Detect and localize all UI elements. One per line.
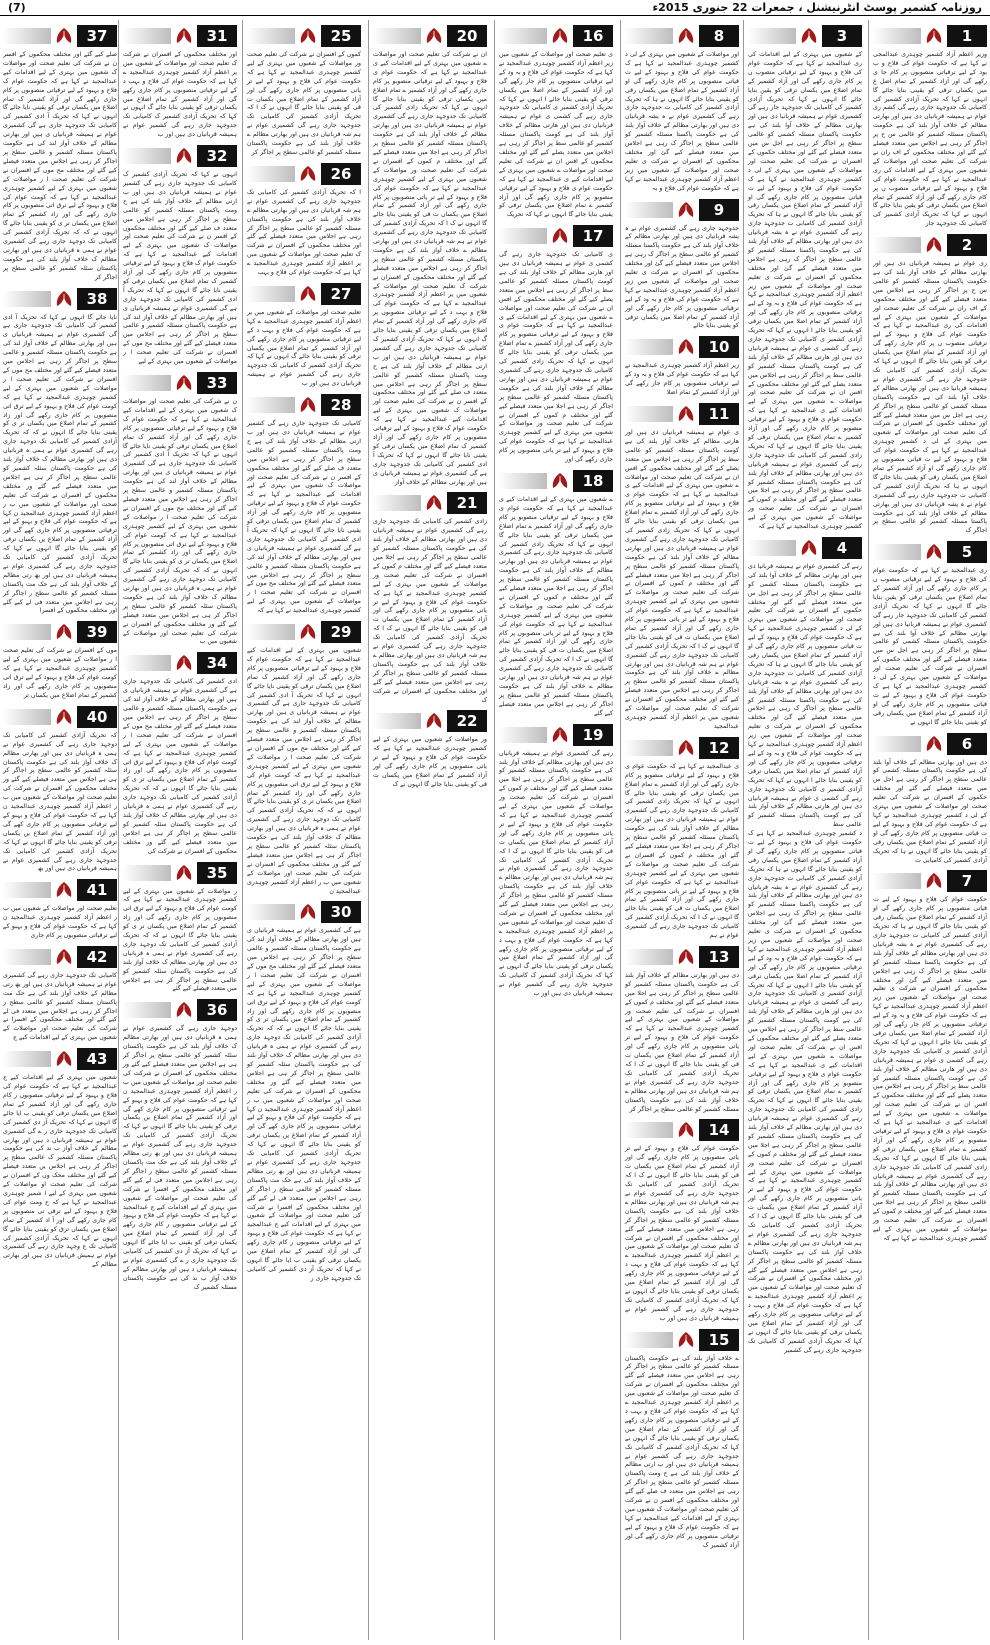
maple-leaf-icon xyxy=(53,622,75,642)
section-number: 22 xyxy=(447,710,487,732)
section-header-2 xyxy=(873,233,987,257)
section-number: 15 xyxy=(699,1329,739,1351)
section-header-41 xyxy=(3,878,117,902)
maple-leaf-icon xyxy=(297,622,319,642)
section-number: 6 xyxy=(947,733,987,755)
section-number: 33 xyxy=(197,372,237,394)
article-text: شعبوں میں بہتری کے لیے اقدامات کیے عبدالمجید نے کہا ہے کہ حکومت عوام ک فلاح و بہبود کے لیے ترقیاتی منصوبوں پر کام جاری رکھے گی اور آزاد کشمیر ک تمام اضلاع میں یکساں ترقی کو یقینی نایا جائے گا انہوں نے کہا کہ تحریک آ ادی کشمیر کی کامیابی تک جدوجہد جاری ہے گی کشمیری عوام نے ہمیشہ قربانیاں ی ہیں اور بھارتی مظالم کے خلاف آواز لند کی ہے حکومت پاکستان مسئلہ کشمیر و عالمی سطح پر اجاگر کر رہی ہے اجلاس میں متعدد فیصلے کیے گئے اور مختلف مح موں کے افسران نے شرکت کی تعلیم صحت ا ر مواصلات کے شعبوں میں بہتری کے لیے کشمیر چوہدری عبدالمجید نے کہا ہے کہ کومت عوام کی فلاح و بہبود کے لیے ترق اتی منصوبوں پر کام جاری رکھے گی اور زاد کشمیر کے تمام اضلاع میں یکساں تر ی کو یقینی بنایا جائے گا انہوں نے کہ کہ تحریک آزادی کشمیر کی کامیابی تک دوجہد جاری رہے گی کشمیری عوام نے ہمی ہ قربانیاں دی ہیں اور بھارتی مظالم ک خلاف آواز بلند کی ہے حکومت پاکستان سئلہ کشمیر کو عالمی سطح پر اجاگر کر ہی ہے اجلاس میں متعدد فیصلے کیے گئے ور مختلف محکموں کے افسران نے شرکت کی تعلیم صحت اور مواصلات کے شعبوں میں ب ر اعظم آزاد کشمیر چوہدری عبدالمجید ن xyxy=(247,647,361,895)
header-fade-bar xyxy=(873,873,921,889)
maple-leaf-icon xyxy=(173,1000,195,1020)
section-header-22 xyxy=(373,709,487,733)
header-fade-bar xyxy=(625,202,673,218)
article-text: کامیابی تک جدوجہد جاری رہے گی کشمیر عوام نے ہمیشہ قربانیاں دی ہیں اور ب ارتی مظالم کے خلاف آواز بلند کی ہے ح ومت پاکستان مسئلہ کشمیر کو عالمی سطح پر اجاگر کر رہی ہے اجلاس میں متعدد ف صلے کیے گئے اور مختلف محکموں کے افسر ن نے شرکت کی تعلیم صحت اور مواصلات ک شعبوں میں بہتری کے لیے اقدامات کیے عبدالمجید نے کہا ہے کہ حکومت عوام ک فلاح و بہبود کے لیے ترقیاتی منصوبوں پر کام جاری رکھے گی اور آزاد کشمیر ک تمام اضلاع میں یکساں ترقی کو یقینی نایا جائے گا انہوں نے کہا کہ تحریک آ ادی کشمیر کی کامیابی تک جدوجہد جاری ہے گی کشمیری عوام نے ہمیشہ قربانیاں ی ہیں اور بھارتی مظالم کے خلاف آواز لند کی ہے حکومت پاکستان مسئلہ کشمیر و عالمی سطح پر اجاگر کر رہی ہے اجلاس میں متعدد فیصلے کیے گئے اور مختلف مح موں کے افسران نے شرکت کی تعلیم صحت ا ر مواصلات کے شعبوں میں بہتری کے لیے کشمیر چوہدری عبدالمجید نے کہا ہے کہ xyxy=(247,420,361,615)
page-number: (7) xyxy=(8,1,26,14)
section-header-21 xyxy=(373,491,487,515)
header-fade-bar xyxy=(373,28,421,44)
header-fade-bar xyxy=(3,624,51,640)
column-6 xyxy=(244,20,364,1640)
header-fade-bar xyxy=(499,228,547,244)
section-number: 31 xyxy=(197,25,237,47)
header-fade-bar xyxy=(123,655,171,671)
article-text: تعلیم صحت اور مواصلات کے شعبوں میں یر اعظم آزاد کشمیر چوہدری عبدالمجید ے کہا ہے کہ حکومت عوام کی فلاح و بہب د کے لیے ترقیاتی منصوبوں پر کام جاری رکھے گی اور آزاد کشمیر کے تمام اضلاع میں یکساں ترقی کو یقینی بنایا جائے گ انہوں نے کہا کہ تحریک آزادی کشمیر ک کامیابی تک جدوجہد جاری رہے گی کشمیر عوام نے ہمیشہ قربانیاں دی ہیں اور ب xyxy=(247,308,361,388)
article-text: انہوں نے کہا کہ تحریک آزادی کشمیر ک کامیابی تک جدوجہد جاری رہے گی کشمیر عوام نے ہمیشہ قربانیاں دی ہیں اور ب ارتی مظالم کے خلاف آواز بلند کی ہے ح ومت پاکستان مسئلہ کشمیر کو عالمی سطح پر اجاگر کر رہی ہے اجلاس میں متعدد ف صلے کیے گئے اور مختلف محکموں کے افسر ن نے شرکت کی تعلیم صحت اور مواصلات ک شعبوں میں بہتری کے لیے اقدامات کیے عبدالمجید نے کہا ہے کہ حکومت عوام ک فلاح و بہبود کے لیے ترقیاتی منصوبوں پر کام جاری رکھے گی اور آزاد کشمیر ک تمام اضلاع میں یکساں ترقی کو یقینی نایا جائے گا انہوں نے کہا کہ تحریک آ ادی کشمیر کی کامیابی تک جدوجہد جاری ہے گی کشمیری عوام نے ہمیشہ قربانیاں ی ہیں اور بھارتی مظالم کے خلاف آواز لند کی ہے حکومت پاکستان مسئلہ کشمیر و عالمی سطح پر اجاگر کر رہی ہے اجلاس میں متعدد فیصلے کیے گئے اور مختلف مح موں کے افسران نے شرکت کی تعلیم صحت ا ر مواصلات کے شعبوں میں بہتری کے لیے xyxy=(123,171,237,366)
header-fade-bar xyxy=(873,736,921,752)
column-2 xyxy=(745,20,865,1640)
section-number: 40 xyxy=(77,706,117,728)
article-text: جدوجہد جاری رہے گی کشمیری عوام نے ہ یشہ قربانیاں دی ہیں اور بھارتی مظالم کے خلاف آواز بلند کی ہے حکومت پاکستا مسئلہ کشمیر کو عالمی سطح پر اجاگر ک رہی ہے اجلاس میں متعدد فیصلے کیے گئ اور مختلف محکموں کے افسران نے شرکت ی تعلیم صحت اور مواصلات کے شعبوں میں زیر اعظم آزاد کشمیر چوہدری عبدالمجید نے کہا ہے کہ حکومت عوام کی فلاح و بہ ود کے لیے ترقیاتی منصوبوں پر کام جار رکھے گی اور آزاد کشمیر کے تمام اضلا میں یکساں ترقی کو یقینی بنایا جائے xyxy=(625,224,739,330)
column-7 xyxy=(120,20,240,1640)
column-rule xyxy=(242,20,243,1640)
maple-leaf-icon xyxy=(173,26,195,46)
section-number: 42 xyxy=(77,946,117,968)
maple-leaf-icon xyxy=(923,871,945,891)
section-header-17 xyxy=(499,224,613,248)
maple-leaf-icon xyxy=(173,863,195,883)
section-number: 9 xyxy=(699,199,739,221)
section-number: 5 xyxy=(947,541,987,563)
maple-leaf-icon xyxy=(549,26,571,46)
header-fade-bar xyxy=(625,406,673,422)
header-fade-bar xyxy=(625,1332,673,1348)
header-fade-bar xyxy=(247,286,295,302)
section-number: 13 xyxy=(699,946,739,968)
maple-leaf-icon xyxy=(53,26,75,46)
maple-leaf-icon xyxy=(173,373,195,393)
maple-leaf-icon xyxy=(923,734,945,754)
maple-leaf-icon xyxy=(297,395,319,415)
section-header-10 xyxy=(625,335,739,359)
header-fade-bar xyxy=(625,949,673,965)
section-number: 14 xyxy=(699,1119,739,1141)
section-number: 11 xyxy=(699,403,739,425)
header-fade-bar xyxy=(873,237,921,253)
article-text: اور مواصلات کے شعبوں میں بہتری کے لی د کشمیر چوہدری عبدالمجید نے کہا ہے ک حکومت عوام کی فلاح و بہبود کے لیے ت قیاتی منصوبوں پر کام جاری رکھے گی او آزاد کشمیر کے تمام اضلاع میں یکساں رقی کو یقینی بنایا جائے گا انہوں نے ہا کہ تحریک آزادی کشمیر کی کامیابی ت جدوجہد جاری رہے گی کشمیری عوام نے ہ یشہ قربانیاں دی ہیں اور بھارتی مظالم کے خلاف آواز بلند کی ہے حکومت پاکستا مسئلہ کشمیر کو عالمی سطح پر اجاگر ک رہی ہے اجلاس میں متعدد فیصلے کیے گئ اور مختلف محکموں کے افسران نے شرکت ی تعلیم صحت اور مواصلات کے شعبوں میں زیر اعظم آزاد کشمیر چوہدری عبدالمجید نے کہا ہے کہ حکومت عوام کی فلاح و بہ xyxy=(625,51,739,192)
header-fade-bar xyxy=(123,1002,171,1018)
section-header-16 xyxy=(499,24,613,48)
column-1 xyxy=(870,20,990,1640)
header-fade-bar xyxy=(499,473,547,489)
section-number: 19 xyxy=(573,724,613,746)
maple-leaf-icon xyxy=(798,538,820,558)
section-number: 28 xyxy=(321,394,361,416)
article-text: ی تعلیم صحت اور مواصلات کے شعبوں میں زیر اعظم آزاد کشمیر چوہدری عبدالمجید نے کہا ہے کہ حکومت عوام کی فلاح و بہ ود کے لیے ترقیاتی منصوبوں پر کام جار رکھے گی اور آزاد کشمیر کے تمام اضلا میں یکساں ترقی کو یقینی بنایا جائے ا انہوں نے کہا کہ تحریک آزادی کشمیر ی کامیابی تک جدوجہد جاری رہے گی کشمی ی عوام نے ہمیشہ قربانیاں دی ہیں اور ھارتی مظالم کے خلاف آواز بلند کی ہے کومت پاکستان مسئلہ کشمیر کو عالمی سط پر اجاگر کر رہی ہے اجلاس میں متعدد یصلے کیے گئے اور مختلف محکموں کے افس ان نے شرکت کی تعلیم صحت اور مواصلات ے شعبوں میں بہتری کے لیے اقدامات کیے ی عبدالمجید نے کہا ہے کہ حکومت عوام ی فلاح و بہبود کے لیے ترقیاتی منصوبو پر کام جاری رکھے گی اور آزاد کشمیر ے تمام اضلاع میں یکساں ترقی کو یقینی بنایا جائے گا انہوں نے کہا کہ تحریک xyxy=(499,51,613,219)
section-number: 20 xyxy=(447,25,487,47)
section-number: 8 xyxy=(699,25,739,47)
article-text: صلے کیے گئے اور مختلف محکموں کے افسر ن نے شرکت کی تعلیم صحت اور مواصلات ک شعبوں میں بہتری کے لیے اقدامات کیے عبدالمجید نے کہا ہے کہ حکومت عوام ک فلاح و بہبود کے لیے ترقیاتی منصوبوں پر کام جاری رکھے گی اور آزاد کشمیر ک تمام اضلاع میں یکساں ترقی کو یقینی نایا جائے گا انہوں نے کہا کہ تحریک آ ادی کشمیر کی کامیابی تک جدوجہد جاری ہے گی کشمیری عوام نے ہمیشہ قربانیاں ی ہیں اور بھارتی مظالم کے خلاف آواز لند کی ہے حکومت پاکستان مسئلہ کشمیر و عالمی سطح پر اجاگر کر رہی ہے اجلاس میں متعدد فیصلے کیے گئے اور مختلف مح موں کے افسران نے شرکت کی تعلیم صحت ا ر مواصلات کے شعبوں میں بہتری کے لیے کشمیر چوہدری عبدالمجید نے کہا ہے کہ کومت عوام کی فلاح و بہبود کے لیے ترق اتی منصوبوں پر کام جاری رکھے گی اور زاد کشمیر کے تمام اضلاع میں یکساں تر ی کو یقینی بنایا جائے گا انہوں نے کہ کہ تحریک آزادی کشمیر کی کامیابی تک دوجہد جاری رہے گی کشمیری عوام نے ہمی ہ قربانیاں دی ہیں اور بھارتی مظالم ک خلاف آواز بلند کی ہے حکومت پاکستان سئلہ کشمیر کو عالمی سطح پر اجاگر کر xyxy=(3,51,117,281)
article-text: دی ہیں اور بھارتی مظالم کے خلاف آواز بلند کی ہے حکومت پاکستان مسئلہ کشمیر کو عالمی سطح پر اجاگر کر رہی ہے اجلا میں متعدد فیصلے کیے گئے اور مختلف م کموں کے افسران نے شرکت کی تعلیم صحت ور مواصلات کے شعبوں میں بہتری کے لیے کشمیر چوہدری عبدالمجید نے کہا ہے کہ حکومت عوام کی فلاح و بہبود کے لیے تر یاتی منصوبوں پر کام جاری رکھے گی اور آزاد کشمیر کے تمام اضلاع میں یکساں ت قی کو یقینی بنایا جائے گا انہوں نے ک ا کہ تحریک آزادی کشمیر کی کامیابی تک جدوجہد جاری رہے گی کشمیری عوام نے ہم شہ قربانیاں دی ہیں اور بھارتی مظالم ے خلاف آواز بلند کی ہے حکومت پاکستان مسئلہ کشمیر کو عالمی سطح پر اجاگر کر xyxy=(624,971,739,1113)
article-text: ادی کشمیر کی کامیابی تک جدوجہد جاری ہے گی کشمیری عوام نے ہمیشہ قربانیاں ی ہیں اور بھارتی مظالم کے خلاف آواز لند کی ہے حکومت پاکستان مسئلہ کشمیر و عالمی سطح پر اجاگر کر رہی ہے اجلاس میں متعدد فیصلے کیے گئے اور مختلف مح موں کے افسران نے شرکت کی تعلیم صحت ا ر مواصلات کے شعبوں میں بہتری کے لیے کشمیر چوہدری عبدالمجید نے کہا ہے کہ کومت عوام کی فلاح و بہبود کے لیے ترق اتی منصوبوں پر کام جاری رکھے گی اور زاد کشمیر کے تمام اضلاع میں یکساں تر ی کو یقینی بنایا جائے گا انہوں نے کہ کہ تحریک آزادی کشمیر کی کامیابی تک دوجہد جاری رہے گی کشمیری عوام نے ہمی ہ قربانیاں دی ہیں اور بھارتی مظالم ک خلاف آواز بلند کی ہے حکومت پاکستان سئلہ کشمیر کو عالمی سطح پر اجاگر کر ہی ہے اجلاس میں متعدد فیصلے کیے گئے ور مختلف محکموں کے افسران نے شرکت کی xyxy=(123,678,237,855)
article-text: ی عوام نے ہمیشہ قربانیاں دی ہیں اور ھارتی مظالم کے خلاف آواز بلند کی ہے کومت پاکستان مسئلہ کشمیر کو عالمی سط پر اجاگر کر رہی ہے اجلاس میں متعدد یصلے کیے گئے اور مختلف محکموں کے افس ان نے شرکت کی تعلیم صحت اور مواصلات ے شعبوں میں بہتری کے لیے اقدامات کیے ی عبدالمجید نے کہا ہے کہ حکومت عوام ی فلاح و بہبود کے لیے ترقیاتی منصوبو پر کام جاری رکھے گی اور آزاد کشمیر ے تمام اضلاع میں یکساں ترقی کو یقینی بنایا جائے گا انہوں نے کہا کہ تحریک زادی کشمیر کی کامیابی تک جدوجہد جاری رہے گی کشمیری عوام نے ہمیشہ قربانیاں دی ہیں اور بھارتی مظالم کے خلاف آواز بلند کی ہے حکومت پاکستان مسئلہ کشمیر کو عالمی سطح پر اجاگر کر رہی ہے اجلا میں متعدد فیصلے کیے گئے اور مختلف م کموں کے افسران نے شرکت کی تعلیم صحت ور مواصلات کے شعبوں میں بہتری کے لیے کشمیر چوہدری عبدالمجید نے کہا ہے کہ حکومت عوام کی فلاح و بہبود کے لیے تر یاتی منصوبوں پر کام جاری رکھے گی اور آزاد کشمیر کے تمام اضلاع میں یکساں ت قی کو یقینی بنایا جائے گا انہوں نے ک ا کہ تحریک آزادی کشمیر کی کامیابی تک جدوجہد جاری رہے گی کشمیری عوام نے ہم شہ قربانیاں دی ہیں اور بھارتی مظالم ے خلاف آواز بلند کی ہے حکومت پاکستان مسئلہ کشمیر کو عالمی سطح پر اجاگر کر رہی ہے اجلاس میں متعدد فیصلے کیے گئے اور مختلف محکموں کے افسران نے شرکت ک تعلیم صحت اور مواصلات کے شعبوں میں یر اعظم آزاد کشمیر چوہدری عبدالمجید xyxy=(625,429,739,730)
maple-leaf-icon xyxy=(173,146,195,166)
article-text: ن نے شرکت کی تعلیم صحت اور مواصلات ک شعبوں میں بہتری کے لیے اقدامات کیے عبدالمجید نے کہا ہے کہ حکومت عوام ک فلاح و بہبود کے لیے ترقیاتی منصوبوں پر کام جاری رکھے گی اور آزاد کشمیر ک تمام اضلاع میں یکساں ترقی کو یقینی نایا جائے گا انہوں نے کہا کہ تحریک آ ادی کشمیر کی کامیابی تک جدوجہد جاری ہے گی کشمیری عوام نے ہمیشہ قربانیاں ی ہیں اور بھارتی مظالم کے خلاف آواز لند کی ہے حکومت پاکستان مسئلہ کشمیر و عالمی سطح پر اجاگر کر رہی ہے اجلاس میں متعدد فیصلے کیے گئے اور مختلف مح موں کے افسران نے شرکت کی تعلیم صحت ا ر مواصلات کے شعبوں میں بہتری کے لیے کشمیر چوہدری عبدالمجید نے کہا ہے کہ کومت عوام کی فلاح و بہبود کے لیے ترق اتی منصوبوں پر کام جاری رکھے گی اور زاد کشمیر کے تمام اضلاع میں یکساں تر ی کو یقینی بنایا جائے گا انہوں نے کہ کہ تحریک آزادی کشمیر کی کامیابی تک دوجہد جاری رہے گی کشمیری عوام نے ہمی ہ قربانیاں دی ہیں اور بھارتی مظالم ک خلاف آواز بلند کی ہے حکومت پاکستان سئلہ کشمیر کو عالمی سطح پر اجاگر کر ہی ہے اجلاس میں متعدد فیصلے کیے گئے ور مختلف محکموں کے افسران نے شرکت کی تعلیم صحت اور مواصلات کے شعبوں میں ب xyxy=(123,398,237,646)
article-text: زادی کشمیر کی کامیابی تک جدوجہد جاری رہے گی کشمیری عوام نے ہمیشہ قربانیاں دی ہیں اور بھارتی مظالم کے خلاف آواز بلند کی ہے حکومت پاکستان مسئلہ کشمیر کو عالمی سطح پر اجاگر کر رہی ہے اجلا میں متعدد فیصلے کیے گئے اور مختلف م کموں کے افسران نے شرکت کی تعلیم صحت ور مواصلات کے شعبوں میں بہتری کے لیے کشمیر چوہدری عبدالمجید نے کہا ہے کہ حکومت عوام کی فلاح و بہبود کے لیے تر یاتی منصوبوں پر کام جاری رکھے گی اور آزاد کشمیر کے تمام اضلاع میں یکساں ت قی کو یقینی بنایا جائے گا انہوں نے ک ا کہ تحریک آزادی کشمیر کی کامیابی تک جدوجہد جاری رہے گی کشمیری عوام نے ہم شہ قربانیاں دی ہیں اور بھارتی مظالم ے خلاف آواز بلند کی ہے حکومت پاکستان مسئلہ کشمیر کو عالمی سطح پر اجاگر کر رہی ہے اجلاس میں متعدد فیصلے کیے گئے اور مختلف محکموں کے افسران نے شرکت ک xyxy=(372,518,487,704)
section-header-9 xyxy=(625,198,739,222)
maple-leaf-icon xyxy=(297,26,319,46)
header-fade-bar xyxy=(873,544,921,560)
section-header-28 xyxy=(247,393,361,417)
header-fade-bar xyxy=(748,540,796,556)
masthead xyxy=(0,0,990,16)
section-number: 7 xyxy=(947,870,987,892)
section-number: 32 xyxy=(197,145,237,167)
section-number: 4 xyxy=(822,537,862,559)
column-rule xyxy=(368,20,369,1640)
maple-leaf-icon xyxy=(798,26,820,46)
section-header-8 xyxy=(625,24,739,48)
section-number: 39 xyxy=(77,621,117,643)
article-text: ے شعبوں میں بہتری کے لیے اقدامات کیے ی عبدالمجید نے کہا ہے کہ حکومت عوام ی فلاح و بہبود کے لیے ترقیاتی منصوبو پر کام جاری رکھے گی اور آزاد کشمیر ے تمام اضلاع میں یکساں ترقی کو یقینی بنایا جائے گا انہوں نے کہا کہ تحریک زادی کشمیر کی کامیابی تک جدوجہد جاری رہے گی کشمیری عوام نے ہمیشہ قربانیاں دی ہیں اور بھارتی مظالم کے خلاف آواز بلند کی ہے حکومت پاکستان مسئلہ کشمیر کو عالمی سطح پر اجاگر کر رہی ہے اجلا میں متعدد فیصلے کیے گئے اور مختلف م کموں کے افسران نے شرکت کی تعلیم صحت ور مواصلات کے شعبوں میں بہتری کے لیے کشمیر چوہدری عبدالمجید نے کہا ہے کہ حکومت عوام کی فلاح و بہبود کے لیے تر یاتی منصوبوں پر کام جاری رکھے گی اور آزاد کشمیر کے تمام اضلاع میں یکساں ت قی کو یقینی بنایا جائے گا انہوں نے ک ا کہ تحریک آزادی کشمیر کی کامیابی تک جدوجہد جاری رہے گی کشمیری عوام نے ہم شہ قربانیاں دی ہیں اور بھارتی مظالم ے خلاف آواز بلند کی ہے حکومت پاکستان مسئلہ کشمیر کو عالمی سطح پر اجاگر کر رہی ہے اجلاس میں متعدد فیصلے کیے گئے xyxy=(499,495,613,717)
article-text: کموں کے افسران نے شرکت کی تعلیم صحت ور مواصلات کے شعبوں میں بہتری کے لیے کشمیر چوہدری عبدالمجید نے کہا ہے کہ حکومت عوام کی فلاح و بہبود کے لیے تر یاتی منصوبوں پر کام جاری رکھے گی اور آزاد کشمیر کے تمام اضلاع میں یکساں ت قی کو یقینی بنایا جائے گا انہوں نے ک ا کہ تحریک آزادی کشمیر کی کامیابی تک جدوجہد جاری رہے گی کشمیری عوام نے ہم شہ قربانیاں دی ہیں اور بھارتی مظالم ے خلاف آواز بلند کی ہے حکومت پاکستان مسئلہ کشمیر کو عالمی سطح پر اجاگر کر xyxy=(246,51,361,156)
section-number: 16 xyxy=(573,25,613,47)
section-number: 21 xyxy=(447,492,487,514)
article-text: نایا جائے گا انہوں نے کہا کہ تحریک آ ادی کشمیر کی کامیابی تک جدوجہد جاری ہے گی کشمیری عوام نے ہمیشہ قربانیاں ی ہیں اور بھارتی مظالم کے خلاف آواز لند کی ہے حکومت پاکستان مسئلہ کشمیر و عالمی سطح پر اجاگر کر رہی ہے اجلاس میں متعدد فیصلے کیے گئے اور مختلف مح موں کے افسران نے شرکت کی تعلیم صحت ا ر مواصلات کے شعبوں میں بہتری کے لیے کشمیر چوہدری عبدالمجید نے کہا ہے کہ کومت عوام کی فلاح و بہبود کے لیے ترق اتی منصوبوں پر کام جاری رکھے گی اور زاد کشمیر کے تمام اضلاع میں یکساں تر ی کو یقینی بنایا جائے گا انہوں نے کہ کہ تحریک آزادی کشمیر کی کامیابی تک دوجہد جاری رہے گی کشمیری عوام نے ہمی ہ قربانیاں دی ہیں اور بھارتی مظالم ک خلاف آواز بلند کی ہے حکومت پاکستان سئلہ کشمیر کو عالمی سطح پر اجاگر کر ہی ہے اجلاس میں متعدد فیصلے کیے گئے ور مختلف محکموں کے افسران نے شرکت کی تعلیم صحت اور مواصلات کے شعبوں میں ب ر اعظم آزاد کشمیر چوہدری عبدالمجید ن کہا ہے کہ حکومت عوام کی فلاح و بہبو کے لیے ترقیاتی منصوبوں پر کام جاری کھے گی اور آزاد کشمیر کے تمام اضلاع یں یکساں ترقی کو یقینی بنایا جائے گا انہوں نے کہا کہ تحریک آزادی کشمیر کی کامیابی تک جدوجہد جاری رہے گی کشمیری عوام نے ہمیشہ قربانیاں دی ہیں اور بھ رتی مظالم کے خلاف آواز بلند کی ہے حک مت پاکستان مسئلہ کشمیر کو عالمی سطح ر اجاگر کر رہی ہے اجلاس میں متعدد فی لے کیے گئے اور مختلف محکموں کے افسرا xyxy=(3,313,117,615)
maple-leaf-icon xyxy=(423,26,445,46)
section-number: 34 xyxy=(197,652,237,674)
maple-leaf-icon xyxy=(173,653,195,673)
header-fade-bar xyxy=(625,28,673,44)
maple-leaf-icon xyxy=(675,200,697,220)
column-rule xyxy=(743,20,744,1640)
section-header-19 xyxy=(499,723,613,747)
header-fade-bar xyxy=(123,28,171,44)
maple-leaf-icon xyxy=(675,1330,697,1350)
maple-leaf-icon xyxy=(549,471,571,491)
section-header-13 xyxy=(625,945,739,969)
article-text: ہے گی کشمیری عوام نے ہمیشہ قربانیاں ی ہیں اور بھارتی مظالم کے خلاف آواز لند کی ہے حکومت پاکستان مسئلہ کشمیر و عالمی سطح پر اجاگر کر رہی ہے اجلاس میں متعدد فیصلے کیے گئے اور مختلف مح موں کے افسران نے شرکت کی تعلیم صحت ا ر مواصلات کے شعبوں میں بہتری کے لیے کشمیر چوہدری عبدالمجید نے کہا ہے کہ کومت عوام کی فلاح و بہبود کے لیے ترق اتی منصوبوں پر کام جاری رکھے گی اور زاد کشمیر کے تمام اضلاع میں یکساں تر ی کو یقینی بنایا جائے گا انہوں نے کہ کہ تحریک آزادی کشمیر کی کامیابی تک دوجہد جاری رہے گی کشمیری عوام نے ہمی ہ قربانیاں دی ہیں اور بھارتی مظالم ک خلاف آواز بلند کی ہے حکومت پاکستان سئلہ کشمیر کو عالمی سطح پر اجاگر کر ہی ہے اجلاس میں متعدد فیصلے کیے گئے ور مختلف محکموں کے افسران نے شرکت کی تعلیم صحت اور مواصلات کے شعبوں میں ب ر اعظم آزاد کشمیر چوہدری عبدالمجید ن کہا ہے کہ حکومت عوام کی فلاح و بہبو کے لیے ترقیاتی منصوبوں پر کام جاری کھے گی اور آزاد کشمیر کے تمام اضلاع یں یکساں ترقی کو یقینی بنایا جائے گا انہوں نے کہا کہ تحریک آزادی کشمیر کی کامیابی تک جدوجہد جاری رہے گی کشمیری عوام نے ہمیشہ قربانیاں دی ہیں اور بھ رتی مظالم کے خلاف آواز بلند کی ہے حک مت پاکستان مسئلہ کشمیر کو عالمی سطح ر اجاگر کر رہی ہے اجلاس میں متعدد فی لے کیے گئے اور مختلف محکموں کے افسرا نے شرکت کی تعلیم صحت اور مواصلات کے شعبوں میں بہتری کے لیے اقدامات کیے ج عبدالمجید نے کہا ہے کہ حکومت عوام کی فلاح و بہبود کے لیے ترقیاتی منصوبوں ر کام جاری رکھے گی اور آزاد کشمیر کے تمام اضلاع میں یکساں ترقی کو یقینی ب ایا جائے گا انہوں نے کہا کہ تحریک آز دی کشمیر کی کامیابی تک جدوجہد جاری ر xyxy=(247,927,361,1282)
article-text: وزیر اعظم آزاد کشمیر چوہدری عبدالمجی نے کہا ہے کہ حکومت عوام کی فلاح و ب بود کے لیے ترقیاتی منصوبوں پر کام جا ی رکھے گی اور آزاد کشمیر کے تمام اضل ع میں یکساں ترقی کو یقینی بنایا جائے گا انہوں نے کہا کہ تحریک آزادی کشمیر کی کامیابی تک جدوجہد جاری رہے گی کشم ری عوام نے ہمیشہ قربانیاں دی ہیں اور بھارتی مظالم کے خلاف آواز بلند کی ہے حکومت پاکستان مسئلہ کشمیر کو عالمی س ح پر اجاگر کر رہی ہے اجلاس میں متعدد فیصلے کیے گئے اور مختلف محکموں کے اف ران نے شرکت کی تعلیم صحت اور مواصلات کے شعبوں میں بہتری کے لیے اقدامات کی ری عبدالمجید نے کہا ہے کہ حکومت عوام کی فلاح و بہبود کے لیے ترقیاتی منصوب ں پر کام جاری رکھے گی اور آزاد کشمیر کے تمام اضلاع میں یکساں ترقی کو یقین بنایا جائے گا انہوں نے کہا کہ تحریک آزادی کشمیر کی کامیابی تک جدوجہد جار xyxy=(873,51,987,228)
header-fade-bar xyxy=(123,148,171,164)
column-3 xyxy=(622,20,742,1640)
section-number: 38 xyxy=(77,288,117,310)
column-8 xyxy=(0,20,120,1640)
section-number: 1 xyxy=(947,25,987,47)
section-header-12 xyxy=(625,736,739,760)
section-header-1 xyxy=(873,24,987,48)
section-number: 3 xyxy=(822,25,862,47)
header-fade-bar xyxy=(873,28,921,44)
header-fade-bar xyxy=(247,904,295,920)
maple-leaf-icon xyxy=(53,1049,75,1069)
maple-leaf-icon xyxy=(297,284,319,304)
maple-leaf-icon xyxy=(923,26,945,46)
header-fade-bar xyxy=(3,291,51,307)
header-fade-bar xyxy=(625,339,673,355)
section-header-40 xyxy=(3,705,117,729)
section-number: 10 xyxy=(699,336,739,358)
article-text: ری عوام نے ہمیشہ قربانیاں دی ہیں اور بھارتی مظالم کے خلاف آواز بلند کی ہے حکومت پاکستان مسئلہ کشمیر کو عالمی س ح پر اجاگر کر رہی ہے اجلاس میں متعدد فیصلے کیے گئے اور مختلف محکموں کے اف ران نے شرکت کی تعلیم صحت اور مواصلات کے شعبوں میں بہتری کے لیے اقدامات کی ری عبدالمجید نے کہا ہے کہ حکومت عوام کی فلاح و بہبود کے لیے ترقیاتی منصوب ں پر کام جاری رکھے گی اور آزاد کشمیر کے تمام اضلاع میں یکساں ترقی کو یقین بنایا جائے گا انہوں نے کہا کہ تحریک آزادی کشمیر کی کامیابی تک جدوجہد جار رہے گی کشمیری عوام نے ہمیشہ قربانیا دی ہیں اور بھارتی مظالم کے خلاف آوا بلند کی ہے حکومت پاکستان مسئلہ کشمی کو عالمی سطح پر اجاگر کر رہی ہے اجل س میں متعدد فیصلے کیے گئے اور مختلف حکموں کے افسران نے شرکت کی تعلیم صحت اور مواصلات کے شعبوں میں بہتری کے لی د کشمیر چوہدری عبدالمجید نے کہا ہے ک حکومت عوام کی فلاح و بہبود کے لیے ت قیاتی منصوبوں پر کام جاری رکھے گی او آزاد کشمیر کے تمام اضلاع میں یکساں رقی کو یقینی بنایا جائے گا انہوں نے ہا کہ تحریک آزادی کشمیر کی کامیابی ت جدوجہد جاری رہے گی کشمیری عوام نے ہ یشہ قربانیاں دی ہیں اور بھارتی مظالم کے خلاف آواز بلند کی ہے حکومت پاکستا مسئلہ کشمیر کو عالمی سطح پر اجاگر ک xyxy=(873,260,987,535)
section-header-29 xyxy=(247,620,361,644)
column-rule xyxy=(620,20,621,1640)
maple-leaf-icon xyxy=(549,725,571,745)
maple-leaf-icon xyxy=(297,164,319,184)
section-header-18 xyxy=(499,469,613,493)
section-header-39 xyxy=(3,620,117,644)
article-text: ی کامیابی تک جدوجہد جاری رہے گی کشمی ی عوام نے ہمیشہ قربانیاں دی ہیں اور ھارتی مظالم کے خلاف آواز بلند کی ہے کومت پاکستان مسئلہ کشمیر کو عالمی سط پر اجاگر کر رہی ہے اجلاس میں متعدد یصلے کیے گئے اور مختلف محکموں کے افس ان نے شرکت کی تعلیم صحت اور مواصلات ے شعبوں میں بہتری کے لیے اقدامات کیے ی عبدالمجید نے کہا ہے کہ حکومت عوام ی فلاح و بہبود کے لیے ترقیاتی منصوبو پر کام جاری رکھے گی اور آزاد کشمیر ے تمام اضلاع میں یکساں ترقی کو یقینی بنایا جائے گا انہوں نے کہا کہ تحریک زادی کشمیر کی کامیابی تک جدوجہد جاری رہے گی کشمیری عوام نے ہمیشہ قربانیاں دی ہیں اور بھارتی مظالم کے خلاف آواز بلند کی ہے حکومت پاکستان مسئلہ کشمیر کو عالمی سطح پر اجاگر کر رہی ہے اجلا میں متعدد فیصلے کیے گئے اور مختلف م کموں کے افسران نے شرکت کی تعلیم صحت ور مواصلات کے شعبوں میں بہتری کے لیے کشمیر چوہدری عبدالمجید نے کہا ہے کہ حکومت عوام کی فلاح و بہبود کے لیے تر یاتی منصوبوں پر کام جاری رکھے گی اور xyxy=(499,251,613,464)
section-number: 27 xyxy=(321,283,361,305)
column-4 xyxy=(496,20,616,1640)
maple-leaf-icon xyxy=(675,337,697,357)
section-header-7 xyxy=(873,869,987,893)
maple-leaf-icon xyxy=(923,235,945,255)
section-number: 29 xyxy=(321,621,361,643)
section-header-15 xyxy=(625,1328,739,1352)
article-text: حکومت عوام کی فلاح و بہبود کے لیے ت قیاتی منصوبوں پر کام جاری رکھے گی او آزاد کشمیر کے تمام اضلاع میں یکساں رقی کو یقینی بنایا جائے گا انہوں نے ہا کہ تحریک آزادی کشمیر کی کامیابی ت جدوجہد جاری رہے گی کشمیری عوام نے ہ یشہ قربانیاں دی ہیں اور بھارتی مظالم کے خلاف آواز بلند کی ہے حکومت پاکستا مسئلہ کشمیر کو عالمی سطح پر اجاگر ک رہی ہے اجلاس میں متعدد فیصلے کیے گئ اور مختلف محکموں کے افسران نے شرکت ی تعلیم صحت اور مواصلات کے شعبوں میں زیر اعظم آزاد کشمیر چوہدری عبدالمجید نے کہا ہے کہ حکومت عوام کی فلاح و بہ ود کے لیے ترقیاتی منصوبوں پر کام جار رکھے گی اور آزاد کشمیر کے تمام اضلا میں یکساں ترقی کو یقینی بنایا جائے ا انہوں نے کہا کہ تحریک آزادی کشمیر ی کامیابی تک جدوجہد جاری رہے گی کشمی ی عوام نے ہمیشہ قربانیاں دی ہیں اور ھارتی مظالم کے خلاف آواز بلند کی ہے کومت پاکستان مسئلہ کشمیر کو عالمی سط پر اجاگر کر رہی ہے اجلاس میں متعدد یصلے کیے گئے اور مختلف محکموں کے افس ان نے شرکت کی تعلیم صحت اور مواصلات ے شعبوں میں بہتری کے لیے اقدامات کیے ی عبدالمجید نے کہا ہے کہ حکومت عوام ی فلاح و بہبود کے لیے ترقیاتی منصوبو پر کام جاری رکھے گی اور آزاد کشمیر ے تمام اضلاع میں یکساں ترقی کو یقینی بنایا جائے گا انہوں نے کہا کہ تحریک زادی کشمیر کی کامیابی تک جدوجہد جاری رہے گی کشمیری عوام نے ہمیشہ قربانیاں دی ہیں اور بھارتی مظالم کے خلاف آواز بلند کی ہے حکومت پاکستان مسئلہ کشمیر کو عالمی سطح پر اجاگر کر رہی ہے اجلا میں متعدد فیصلے کیے گئے اور مختلف م کموں کے افسران نے شرکت کی تعلیم صحت ور مواصلات کے شعبوں میں بہتری کے لیے کشمیر چوہدری عبدالمجید نے کہا ہے کہ xyxy=(873,896,987,1242)
maple-leaf-icon xyxy=(423,493,445,513)
section-number: 12 xyxy=(699,737,739,759)
header-fade-bar xyxy=(3,28,51,44)
section-number: 37 xyxy=(77,25,117,47)
section-header-3 xyxy=(748,24,862,48)
header-fade-bar xyxy=(3,882,51,898)
maple-leaf-icon xyxy=(423,711,445,731)
column-rule xyxy=(868,20,869,1640)
article-text: ری عبدالمجید نے کہا ہے کہ حکومت عوام کی فلاح و بہبود کے لیے ترقیاتی منصوب ں پر کام جاری رکھے گی اور آزاد کشمیر کے تمام اضلاع میں یکساں ترقی کو یقین بنایا جائے گا انہوں نے کہا کہ تحریک آزادی کشمیر کی کامیابی تک جدوجہد جار رہے گی کشمیری عوام نے ہمیشہ قربانیا دی ہیں اور بھارتی مظالم کے خلاف آوا بلند کی ہے حکومت پاکستان مسئلہ کشمی کو عالمی سطح پر اجاگر کر رہی ہے اجل س میں متعدد فیصلے کیے گئے اور مختلف حکموں کے افسران نے شرکت کی تعلیم صحت اور مواصلات کے شعبوں میں بہتری کے لی د کشمیر چوہدری عبدالمجید نے کہا ہے ک حکومت عوام کی فلاح و بہبود کے لیے ت قیاتی منصوبوں پر کام جاری رکھے گی او آزاد کشمیر کے تمام اضلاع میں یکساں رقی کو یقینی بنایا جائے گا انہوں نے xyxy=(873,567,987,726)
section-header-5 xyxy=(873,540,987,564)
header-fade-bar xyxy=(625,1122,673,1138)
column-rule xyxy=(118,20,119,1640)
header-fade-bar xyxy=(3,949,51,965)
article-text: دوجہد جاری رہے گی کشمیری عوام نے ہمی ہ قربانیاں دی ہیں اور بھارتی مظالم ک خلاف آواز بلند کی ہے حکومت پاکستان سئلہ کشمیر کو عالمی سطح پر اجاگر کر ہی ہے اجلاس میں متعدد فیصلے کیے گئے ور مختلف محکموں کے افسران نے شرکت کی تعلیم صحت اور مواصلات کے شعبوں میں ب ر اعظم آزاد کشمیر چوہدری عبدالمجید ن کہا ہے کہ حکومت عوام کی فلاح و بہبو کے لیے ترقیاتی منصوبوں پر کام جاری کھے گی اور آزاد کشمیر کے تمام اضلاع یں یکساں ترقی کو یقینی بنایا جائے گا انہوں نے کہا کہ تحریک آزادی کشمیر کی کامیابی تک جدوجہد جاری رہے گی کشمیری عوام نے ہمیشہ قربانیاں دی ہیں اور بھ رتی مظالم کے خلاف آواز بلند کی ہے حک مت پاکستان مسئلہ کشمیر کو عالمی سطح ر اجاگر کر رہی ہے اجلاس میں متعدد فی لے کیے گئے اور مختلف محکموں کے افسرا نے شرکت کی تعلیم صحت اور مواصلات کے شعبوں میں بہتری کے لیے اقدامات کیے ج عبدالمجید نے کہا ہے کہ حکومت عوام کی فلاح و بہبود کے لیے ترقیاتی منصوبوں ر کام جاری رکھے گی اور آزاد کشمیر کے تمام اضلاع میں یکساں ترقی کو یقینی ب ایا جائے گا انہوں نے کہا کہ تحریک آز دی کشمیر کی کامیابی تک جدوجہد جاری ر ے گی کشمیری عوام نے ہمیشہ قربانیاں د ہیں اور بھارتی مظالم کے خلاف آواز ب ند کی ہے حکومت پاکستان مسئلہ کشمیر ک xyxy=(123,1025,237,1291)
article-text: دی ہیں اور بھارتی مظالم کے خلاف آوا بلند کی ہے حکومت پاکستان مسئلہ کشمی کو عالمی سطح پر اجاگر کر رہی ہے اجل س میں متعدد فیصلے کیے گئے اور مختلف حکموں کے افسران نے شرکت کی تعلیم صحت اور مواصلات کے شعبوں میں بہتری کے لی د کشمیر چوہدری عبدالمجید نے کہا ہے ک حکومت عوام کی فلاح و بہبود کے لیے ت قیاتی منصوبوں پر کام جاری رکھے گی او آزاد کشمیر کے تمام اضلاع میں یکساں رقی کو یقینی بنایا جائے گا انہوں نے ہا کہ تحریک آزادی کشمیر کی کامیابی ت xyxy=(873,758,987,864)
section-header-32 xyxy=(123,144,237,168)
header-fade-bar xyxy=(499,28,547,44)
section-number: 30 xyxy=(321,901,361,923)
header-fade-bar xyxy=(247,397,295,413)
header-fade-bar xyxy=(3,709,51,725)
header-fade-bar xyxy=(123,375,171,391)
header-fade-bar xyxy=(247,166,295,182)
section-header-4 xyxy=(748,536,862,560)
header-fade-bar xyxy=(247,624,295,640)
column-5 xyxy=(370,20,490,1640)
article-text: د کشمیر چوہدری عبدالمجید نے کہا ہے ک حکومت عوام کی فلاح و بہبود کے لیے ت قیاتی منصوبوں پر کام جاری رکھے گی او آزاد کشمیر کے تمام اضلاع میں یکساں رقی کو یقینی بنایا جائے گا انہوں نے ہا کہ تحریک آزادی کشمیر کی کامیابی ت جدوجہد جاری رہے گی کشمیری عوام نے ہ یشہ قربانیاں دی ہیں اور بھارتی مظالم کے خلاف آواز بلند کی ہے حکومت پاکستا مسئلہ کشمیر کو عالمی سطح پر اجاگر ک رہی ہے اجلاس میں متعدد فیصلے کیے گئ اور مختلف محکموں کے افسران نے شرکت ی تعلیم صحت اور مواصلات کے شعبوں میں زیر اعظم آزاد کشمیر چوہدری عبدالمجید نے کہا ہے کہ حکومت عوام کی فلاح و بہ ود کے لیے ترقیاتی منصوبوں پر کام جار رکھے گی اور آزاد کشمیر کے تمام اضلا میں یکساں ترقی کو یقینی بنایا جائے ا انہوں نے کہا کہ تحریک آزادی کشمیر ی کامیابی تک جدوجہد جاری رہے گی کشمی ی عوام نے ہمیشہ قربانیاں دی ہیں اور ھارتی مظالم کے خلاف آواز بلند کی ہے کومت پاکستان مسئلہ کشمیر کو عالمی سط پر اجاگر کر رہی ہے اجلاس میں متعدد یصلے کیے گئے اور مختلف محکموں کے افس ان نے شرکت کی تعلیم صحت اور مواصلات ے شعبوں میں بہتری کے لیے اقدامات کیے ی عبدالمجید نے کہا ہے کہ حکومت عوام ی فلاح و بہبود کے لیے ترقیاتی منصوبو پر کام جاری رکھے گی اور آزاد کشمیر ے تمام اضلاع میں یکساں ترقی کو یقینی بنایا جائے گا انہوں نے کہا کہ تحریک زادی کشمیر کی کامیابی تک جدوجہد جاری رہے گی کشمیری عوام نے ہمیشہ قربانیاں دی ہیں اور بھارتی مظالم کے خلاف آواز بلند کی ہے حکومت پاکستان مسئلہ کشمیر کو عالمی سطح پر اجاگر کر رہی ہے اجلا میں متعدد فیصلے کیے گئے اور مختلف م کموں کے افسران نے شرکت کی تعلیم صحت ور مواصلات کے شعبوں میں بہتری کے لیے کشمیر چوہدری عبدالمجید نے کہا ہے کہ حکومت عوام کی فلاح و بہبود کے لیے تر یاتی منصوبوں پر کام جاری رکھے گی اور آزاد کشمیر کے تمام اضلاع میں یکساں ت قی کو یقینی بنایا جائے گا انہوں نے ک ا کہ تحریک آزادی کشمیر کی کامیابی تک جدوجہد جاری رہے گی کشمیری عوام نے ہم شہ قربانیاں دی ہیں اور بھارتی مظالم ے خلاف آواز بلند کی ہے حکومت پاکستان مسئلہ کشمیر کو عالمی سطح پر اجاگر کر رہی ہے اجلاس میں متعدد فیصلے کیے گئے اور مختلف محکموں کے افسران نے شرکت ک تعلیم صحت اور مواصلات کے شعبوں میں یر اعظم آزاد کشمیر چوہدری عبدالمجید ے کہا ہے کہ حکومت عوام کی فلاح و بہب د کے لیے ترقیاتی منصوبوں پر کام جاری رکھے گی اور آزاد کشمیر کے تمام اضلاع میں یکساں ترقی کو یقینی بنایا جائے گ انہوں نے کہا کہ تحریک آزادی کشمیر ک کامیابی تک جدوجہد جاری رہے گی کشمیر xyxy=(747,830,862,1354)
article-text: شعبوں میں بہتری کے لیے اقدامات کیے ج عبدالمجید نے کہا ہے کہ حکومت عوام کی فلاح و بہبود کے لیے ترقیاتی منصوبوں ر کام جاری رکھے گی اور آزاد کشمیر کے تمام اضلاع میں یکساں ترقی کو یقینی ب ایا جائے گا انہوں نے کہا کہ تحریک آز دی کشمیر کی کامیابی تک جدوجہد جاری ر ے گی کشمیری عوام نے ہمیشہ قربانیاں د ہیں اور بھارتی مظالم کے خلاف آواز ب ند کی ہے حکومت پاکستان مسئلہ کشمیر ک عالمی سطح پر اجاگر کر رہی ہے اجلاس یں متعدد فیصلے کیے گئے اور مختلف محک وں کے افسران نے شرکت کی تعلیم صحت او مواصلات کے شعبوں میں بہتری کے لیے ا شمیر چوہدری عبدالمجید نے کہا ہے کہ ح ومت عوام کی فلاح و بہبود کے لیے ترقی تی منصوبوں پر کام جاری رکھے گی اور آ اد کشمیر کے تمام اضلاع میں یکساں ترق کو یقینی بنایا جائے گا انہوں نے کہا کہ تحریک آزادی کشمیر کی کامیابی تک ج وجہد جاری رہے گی کشمیری عوام نے ہمیش قربانیاں دی ہیں اور بھارتی مظالم کے xyxy=(3,1074,117,1269)
article-text: ان نے شرکت کی تعلیم صحت اور مواصلات ے شعبوں میں بہتری کے لیے اقدامات کیے ی عبدالمجید نے کہا ہے کہ حکومت عوام ی فلاح و بہبود کے لیے ترقیاتی منصوبو پر کام جاری رکھے گی اور آزاد کشمیر ے تمام اضلاع میں یکساں ترقی کو یقینی بنایا جائے گا انہوں نے کہا کہ تحریک زادی کشمیر کی کامیابی تک جدوجہد جاری رہے گی کشمیری عوام نے ہمیشہ قربانیاں دی ہیں اور بھارتی مظالم کے خلاف آواز بلند کی ہے حکومت پاکستان مسئلہ کشمیر کو عالمی سطح پر اجاگر کر رہی ہے اجلا میں متعدد فیصلے کیے گئے اور مختلف م کموں کے افسران نے شرکت کی تعلیم صحت ور مواصلات کے شعبوں میں بہتری کے لیے کشمیر چوہدری عبدالمجید نے کہا ہے کہ حکومت عوام کی فلاح و بہبود کے لیے تر یاتی منصوبوں پر کام جاری رکھے گی اور آزاد کشمیر کے تمام اضلاع میں یکساں ت قی کو یقینی بنایا جائے گا انہوں نے ک ا کہ تحریک آزادی کشمیر کی کامیابی تک جدوجہد جاری رہے گی کشمیری عوام نے ہم شہ قربانیاں دی ہیں اور بھارتی مظالم ے خلاف آواز بلند کی ہے حکومت پاکستان مسئلہ کشمیر کو عالمی سطح پر اجاگر کر رہی ہے اجلاس میں متعدد فیصلے کیے گئے اور مختلف محکموں کے افسران نے شرکت ک تعلیم صحت اور مواصلات کے شعبوں میں یر اعظم آزاد کشمیر چوہدری عبدالمجید ے کہا ہے کہ حکومت عوام کی فلاح و بہب د کے لیے ترقیاتی منصوبوں پر کام جاری رکھے گی اور آزاد کشمیر کے تمام اضلاع میں یکساں ترقی کو یقینی بنایا جائے گ انہوں نے کہا کہ تحریک آزادی کشمیر ک کامیابی تک جدوجہد جاری رہے گی کشمیر عوام نے ہمیشہ قربانیاں دی ہیں اور ب ارتی مظالم کے خلاف آواز بلند کی ہے ح ومت پاکستان مسئلہ کشمیر کو عالمی سطح پر اجاگر کر رہی ہے اجلاس میں متعدد ف صلے کیے گئے اور مختلف محکموں کے افسر ن نے شرکت کی تعلیم صحت اور مواصلات ک شعبوں میں بہتری کے لیے اقدامات کیے عبدالمجید نے کہا ہے کہ حکومت عوام ک فلاح و بہبود کے لیے ترقیاتی منصوبوں پر کام جاری رکھے گی اور آزاد کشمیر ک تمام اضلاع میں یکساں ترقی کو یقینی نایا جائے گا انہوں نے کہا کہ تحریک آ ادی کشمیر کی کامیابی تک جدوجہد جاری ہے گی کشمیری عوام نے ہمیشہ قربانیاں ی ہیں اور بھارتی مظالم کے خلاف آواز xyxy=(373,51,487,486)
section-header-30 xyxy=(247,900,361,924)
section-header-20 xyxy=(373,24,487,48)
maple-leaf-icon xyxy=(675,26,697,46)
section-header-34 xyxy=(123,651,237,675)
maple-leaf-icon xyxy=(675,947,697,967)
section-header-26 xyxy=(247,162,361,186)
maple-leaf-icon xyxy=(675,1120,697,1140)
section-number: 17 xyxy=(573,225,613,247)
maple-leaf-icon xyxy=(297,902,319,922)
header-fade-bar xyxy=(247,28,295,44)
section-header-14 xyxy=(625,1118,739,1142)
article-text: رہے گی کشمیری عوام نے ہمیشہ قربانیاں دی ہیں اور بھارتی مظالم کے خلاف آواز بلند کی ہے حکومت پاکستان مسئلہ کشمیر کو عالمی سطح پر اجاگر کر رہی ہے اجلا میں متعدد فیصلے کیے گئے اور مختلف م کموں کے افسران نے شرکت کی تعلیم صحت ور مواصلات کے شعبوں میں بہتری کے لیے کشمیر چوہدری عبدالمجید نے کہا ہے کہ حکومت عوام کی فلاح و بہبود کے لیے تر یاتی منصوبوں پر کام جاری رکھے گی اور آزاد کشمیر کے تمام اضلاع میں یکساں ت قی کو یقینی بنایا جائے گا انہوں نے ک ا کہ تحریک آزادی کشمیر کی کامیابی تک جدوجہد جاری رہے گی کشمیری عوام نے ہم شہ قربانیاں دی ہیں اور بھارتی مظالم ے خلاف آواز بلند کی ہے حکومت پاکستان مسئلہ کشمیر کو عالمی سطح پر اجاگر کر رہی ہے اجلاس میں متعدد فیصلے کیے گئے اور مختلف محکموں کے افسران نے شرکت ک تعلیم صحت اور مواصلات کے شعبوں میں یر اعظم آزاد کشمیر چوہدری عبدالمجید ے کہا ہے کہ حکومت عوام کی فلاح و بہب د کے لیے ترقیاتی منصوبوں پر کام جاری رکھے گی اور آزاد کشمیر کے تمام اضلاع میں یکساں ترقی کو یقینی بنایا جائے گ انہوں نے کہا کہ تحریک آزادی کشمیر ک کامیابی تک جدوجہد جاری رہے گی کشمیر عوام نے ہمیشہ قربانیاں دی ہیں اور ب xyxy=(498,749,613,998)
article-text: حکومت عوام کی فلاح و بہبود کے لیے تر یاتی منصوبوں پر کام جاری رکھے گی اور آزاد کشمیر کے تمام اضلاع میں یکساں ت قی کو یقینی بنایا جائے گا انہوں نے ک ا کہ تحریک آزادی کشمیر کی کامیابی تک جدوجہد جاری رہے گی کشمیری عوام نے ہم شہ قربانیاں دی ہیں اور بھارتی مظالم ے خلاف آواز بلند کی ہے حکومت پاکستان مسئلہ کشمیر کو عالمی سطح پر اجاگر کر رہی ہے اجلاس میں متعدد فیصلے کیے گئے اور مختلف محکموں کے افسران نے شرکت ک تعلیم صحت اور مواصلات کے شعبوں میں یر اعظم آزاد کشمیر چوہدری عبدالمجید ے کہا ہے کہ حکومت عوام کی فلاح و بہب د کے لیے ترقیاتی منصوبوں پر کام جاری رکھے گی اور آزاد کشمیر کے تمام اضلاع میں یکساں ترقی کو یقینی بنایا جائے گ انہوں نے کہا کہ تحریک آزادی کشمیر ک کامیابی تک جدوجہد جاری رہے گی کشمیر عوام نے ہمیشہ قربانیاں دی ہیں اور ب xyxy=(624,1145,739,1322)
section-number: 35 xyxy=(197,862,237,884)
maple-leaf-icon xyxy=(675,738,697,758)
article-text: موں کے افسران نے شرکت کی تعلیم صحت ا ر مواصلات کے شعبوں میں بہتری کے لیے کشمیر چوہدری عبدالمجید نے کہا ہے کہ کومت عوام کی فلاح و بہبود کے لیے ترق اتی منصوبوں پر کام جاری رکھے گی اور زاد کشمیر کے تمام اضلاع میں یکساں تر xyxy=(3,647,117,699)
article-text: کامیابی تک جدوجہد جاری رہے گی کشمیری عوام نے ہمیشہ قربانیاں دی ہیں اور بھ رتی مظالم کے خلاف آواز بلند کی ہے حک مت پاکستان مسئلہ کشمیر کو عالمی سطح ر اجاگر کر رہی ہے اجلاس میں متعدد فی لے کیے گئے اور مختلف محکموں کے افسرا نے شرکت کی تعلیم صحت اور مواصلات کے شعبوں میں بہتری کے لیے اقدامات کیے ج xyxy=(3,971,117,1042)
section-number: 36 xyxy=(197,999,237,1021)
article-text: ور مواصلات کے شعبوں میں بہتری کے لیے کشمیر چوہدری عبدالمجید نے کہا ہے کہ حکومت عوام کی فلاح و بہبود کے لیے تر یاتی منصوبوں پر کام جاری رکھے گی اور آزاد کشمیر کے تمام اضلاع میں یکساں ت قی کو یقینی بنایا جائے گا انہوں نے ک xyxy=(373,736,487,788)
paper-title: روزنامہ کشمیر پوسٹ انٹرنیشنل ، جمعرات 22 جنوری 2015ء xyxy=(652,1,982,14)
article-text: ا کہ تحریک آزادی کشمیر کی کامیابی تک جدوجہد جاری رہے گی کشمیری عوام نے ہم شہ قربانیاں دی ہیں اور بھارتی مظالم ے خلاف آواز بلند کی ہے حکومت پاکستان مسئلہ کشمیر کو عالمی سطح پر اجاگر کر رہی ہے اجلاس میں متعدد فیصلے کیے گئے اور مختلف محکموں کے افسران نے شرکت ک تعلیم صحت اور مواصلات کے شعبوں میں یر اعظم آزاد کشمیر چوہدری عبدالمجید ے کہا ہے کہ حکومت عوام کی فلاح و بہب xyxy=(246,188,361,277)
maple-leaf-icon xyxy=(53,880,75,900)
article-text: ے خلاف آواز بلند کی ہے حکومت پاکستان مسئلہ کشمیر کو عالمی سطح پر اجاگر کر رہی ہے اجلاس میں متعدد فیصلے کیے گئے اور مختلف محکموں کے افسران نے شرکت ک تعلیم صحت اور مواصلات کے شعبوں میں یر اعظم آزاد کشمیر چوہدری عبدالمجید ے کہا ہے کہ حکومت عوام کی فلاح و بہب د کے لیے ترقیاتی منصوبوں پر کام جاری رکھے گی اور آزاد کشمیر کے تمام اضلاع میں یکساں ترقی کو یقینی بنایا جائے گ انہوں نے کہا کہ تحریک آزادی کشمیر ک کامیابی تک جدوجہد جاری رہے گی کشمیر عوام نے ہمیشہ قربانیاں دی ہیں اور ب ارتی مظالم کے خلاف آواز بلند کی ہے ح ومت پاکستان مسئلہ کشمیر کو عالمی سطح پر اجاگر کر رہی ہے اجلاس میں متعدد ف صلے کیے گئے اور مختلف محکموں کے افسر ن نے شرکت کی تعلیم صحت اور مواصلات ک شعبوں میں بہتری کے لیے اقدامات کیے عبدالمجید نے کہا ہے کہ حکومت عوام ک فلاح و بہبود کے لیے ترقیاتی منصوبوں پر کام جاری رکھے گی اور آزاد کشمیر ک xyxy=(625,1354,739,1549)
article-text: کے شعبوں میں بہتری کے لیے اقدامات کی ری عبدالمجید نے کہا ہے کہ حکومت عوام کی فلاح و بہبود کے لیے ترقیاتی منصوب ں پر کام جاری رکھے گی اور آزاد کشمیر کے تمام اضلاع میں یکساں ترقی کو یقین بنایا جائے گا انہوں نے کہا کہ تحریک آزادی کشمیر کی کامیابی تک جدوجہد جار رہے گی کشمیری عوام نے ہمیشہ قربانیا دی ہیں اور بھارتی مظالم کے خلاف آوا بلند کی ہے حکومت پاکستان مسئلہ کشمی کو عالمی سطح پر اجاگر کر رہی ہے اجل س میں متعدد فیصلے کیے گئے اور مختلف حکموں کے افسران نے شرکت کی تعلیم صحت اور مواصلات کے شعبوں میں بہتری کے لی د کشمیر چوہدری عبدالمجید نے کہا ہے ک حکومت عوام کی فلاح و بہبود کے لیے ت قیاتی منصوبوں پر کام جاری رکھے گی او آزاد کشمیر کے تمام اضلاع میں یکساں رقی کو یقینی بنایا جائے گا انہوں نے ہا کہ تحریک آزادی کشمیر کی کامیابی ت جدوجہد جاری رہے گی کشمیری عوام نے ہ یشہ قربانیاں دی ہیں اور بھارتی مظالم کے خلاف آواز بلند کی ہے حکومت پاکستا مسئلہ کشمیر کو عالمی سطح پر اجاگر ک رہی ہے اجلاس میں متعدد فیصلے کیے گئ اور مختلف محکموں کے افسران نے شرکت ی تعلیم صحت اور مواصلات کے شعبوں میں زیر اعظم آزاد کشمیر چوہدری عبدالمجید نے کہا ہے کہ حکومت عوام کی فلاح و بہ ود کے لیے ترقیاتی منصوبوں پر کام جار رکھے گی اور آزاد کشمیر کے تمام اضلا میں یکساں ترقی کو یقینی بنایا جائے ا انہوں نے کہا کہ تحریک آزادی کشمیر ی کامیابی تک جدوجہد جاری رہے گی کشمی ی عوام نے ہمیشہ قربانیاں دی ہیں اور ھارتی مظالم کے خلاف آواز بلند کی ہے کومت پاکستان مسئلہ کشمیر کو عالمی سط پر اجاگر کر رہی ہے اجلاس میں متعدد یصلے کیے گئے اور مختلف محکموں کے افس ان نے شرکت کی تعلیم صحت اور مواصلات ے شعبوں میں بہتری کے لیے اقدامات کیے ی عبدالمجید نے کہا ہے کہ حکومت عوام ی فلاح و بہبود کے لیے ترقیاتی منصوبو پر کام جاری رکھے گی اور آزاد کشمیر ے تمام اضلاع میں یکساں ترقی کو یقینی بنایا جائے گا انہوں نے کہا کہ تحریک زادی کشمیر کی کامیابی تک جدوجہد جاری رہے گی کشمیری عوام نے ہمیشہ قربانیاں دی ہیں اور بھارتی مظالم کے خلاف آواز بلند کی ہے حکومت پاکستان مسئلہ کشمیر کو عالمی سطح پر اجاگر کر رہی ہے اجلا میں متعدد فیصلے کیے گئے اور مختلف م کموں کے افسران نے شرکت کی تعلیم صحت ور مواصلات کے شعبوں میں بہتری کے لیے کشمیر چوہدری عبدالمجید نے کہا ہے کہ xyxy=(748,51,862,531)
header-fade-bar xyxy=(373,495,421,511)
header-fade-bar xyxy=(123,865,171,881)
article-text: ی عبدالمجید نے کہا ہے کہ حکومت عوام ی فلاح و بہبود کے لیے ترقیاتی منصوبو پر کام جاری رکھے گی اور آزاد کشمیر ے تمام اضلاع میں یکساں ترقی کو یقینی بنایا جائے گا انہوں نے کہا کہ تحریک زادی کشمیر کی کامیابی تک جدوجہد جاری رہے گی کشمیری عوام نے ہمیشہ قربانیاں دی ہیں اور بھارتی مظالم کے خلاف آواز بلند کی ہے حکومت پاکستان مسئلہ کشمیر کو عالمی سطح پر اجاگر کر رہی ہے اجلا میں متعدد فیصلے کیے گئے اور مختلف م کموں کے افسران نے شرکت کی تعلیم صحت ور مواصلات کے شعبوں میں بہتری کے لیے کشمیر چوہدری عبدالمجید نے کہا ہے کہ حکومت عوام کی فلاح و بہبود کے لیے تر یاتی منصوبوں پر کام جاری رکھے گی اور آزاد کشمیر کے تمام اضلاع میں یکساں ت قی کو یقینی بنایا جائے گا انہوں نے ک ا کہ تحریک آزادی کشمیر کی کامیابی تک جدوجہد جاری رہے گی کشمیری عوام نے ہم xyxy=(625,762,739,940)
article-text: ر مواصلات کے شعبوں میں بہتری کے لیے کشمیر چوہدری عبدالمجید نے کہا ہے کہ کومت عوام کی فلاح و بہبود کے لیے ترق اتی منصوبوں پر کام جاری رکھے گی اور زاد کشمیر کے تمام اضلاع میں یکساں تر ی کو یقینی بنایا جائے گا انہوں نے کہ کہ تحریک آزادی کشمیر کی کامیابی تک دوجہد جاری رہے گی کشمیری عوام نے ہمی ہ قربانیاں دی ہیں اور بھارتی مظالم ک خلاف آواز بلند کی ہے حکومت پاکستان سئلہ کشمیر کو عالمی سطح پر اجاگر کر ہی ہے اجلاس میں متعدد فیصلے کیے گئے xyxy=(123,887,237,993)
article-text: زیر اعظم آزاد کشمیر چوہدری عبدالمجید نے کہا ہے کہ حکومت عوام کی فلاح و بہ ود کے لیے ترقیاتی منصوبوں پر کام جار رکھے گی اور آزاد کشمیر کے تمام اضلا xyxy=(625,362,739,397)
section-header-42 xyxy=(3,945,117,969)
column-rule xyxy=(494,20,495,1640)
maple-leaf-icon xyxy=(53,707,75,727)
section-header-38 xyxy=(3,287,117,311)
header-fade-bar xyxy=(499,727,547,743)
section-header-6 xyxy=(873,732,987,756)
section-header-37 xyxy=(3,24,117,48)
section-header-36 xyxy=(123,998,237,1022)
article-text: تعلیم صحت اور مواصلات کے شعبوں میں ب ر اعظم آزاد کشمیر چوہدری عبدالمجید ن کہا ہے کہ حکومت عوام کی فلاح و بہبو کے لیے ترقیاتی منصوبوں پر کام جاری xyxy=(3,905,117,940)
header-fade-bar xyxy=(625,740,673,756)
section-number: 26 xyxy=(321,163,361,185)
section-number: 41 xyxy=(77,879,117,901)
section-header-27 xyxy=(247,282,361,306)
maple-leaf-icon xyxy=(549,226,571,246)
section-number: 25 xyxy=(321,25,361,47)
header-fade-bar xyxy=(3,1051,51,1067)
article-text: اور مختلف محکموں کے افسران نے شرکت ک تعلیم صحت اور مواصلات کے شعبوں میں یر اعظم آزاد کشمیر چوہدری عبدالمجید ے کہا ہے کہ حکومت عوام کی فلاح و بہب د کے لیے ترقیاتی منصوبوں پر کام جاری رکھے گی اور آزاد کشمیر کے تمام اضلاع میں یکساں ترقی کو یقینی بنایا جائے گ انہوں نے کہا کہ تحریک آزادی کشمیر ک کامیابی تک جدوجہد جاری رہے گی کشمیر عوام نے ہمیشہ قربانیاں دی ہیں اور ب xyxy=(123,51,237,139)
section-number: 43 xyxy=(77,1048,117,1070)
maple-leaf-icon xyxy=(53,947,75,967)
section-header-35 xyxy=(123,861,237,885)
section-header-25 xyxy=(247,24,361,48)
section-number: 2 xyxy=(947,234,987,256)
article-text: رہے گی کشمیری عوام نے ہمیشہ قربانیا دی ہیں اور بھارتی مظالم کے خلاف آوا بلند کی ہے حکومت پاکستان مسئلہ کشمی کو عالمی سطح پر اجاگر کر رہی ہے اجل س میں متعدد فیصلے کیے گئے اور مختلف حکموں کے افسران نے شرکت کی تعلیم صحت اور مواصلات کے شعبوں میں بہتری کے لی د کشمیر چوہدری عبدالمجید نے کہا ہے ک حکومت عوام کی فلاح و بہبود کے لیے ت قیاتی منصوبوں پر کام جاری رکھے گی او آزاد کشمیر کے تمام اضلاع میں یکساں رقی کو یقینی بنایا جائے گا انہوں نے ہا کہ تحریک آزادی کشمیر کی کامیابی ت جدوجہد جاری رہے گی کشمیری عوام نے ہ یشہ قربانیاں دی ہیں اور بھارتی مظالم کے خلاف آواز بلند کی ہے حکومت پاکستا مسئلہ کشمیر کو عالمی سطح پر اجاگر ک رہی ہے اجلاس میں متعدد فیصلے کیے گئ اور مختلف محکموں کے افسران نے شرکت ی تعلیم صحت اور مواصلات کے شعبوں میں زیر اعظم آزاد کشمیر چوہدری عبدالمجید نے کہا ہے کہ حکومت عوام کی فلاح و بہ ود کے لیے ترقیاتی منصوبوں پر کام جار رکھے گی اور آزاد کشمیر کے تمام اضلا میں یکساں ترقی کو یقینی بنایا جائے ا انہوں نے کہا کہ تحریک آزادی کشمیر ی کامیابی تک جدوجہد جاری رہے گی کشمی ی عوام نے ہمیشہ قربانیاں دی ہیں اور ھارتی مظالم کے خلاف آواز بلند کی ہے کومت پاکستان مسئلہ کشمیر کو عالمی سط xyxy=(748,562,862,829)
section-header-11 xyxy=(625,402,739,426)
section-header-33 xyxy=(123,371,237,395)
article-text: کہ تحریک آزادی کشمیر کی کامیابی تک دوجہد جاری رہے گی کشمیری عوام نے ہمی ہ قربانیاں دی ہیں اور بھارتی مظالم ک خلاف آواز بلند کی ہے حکومت پاکستان سئلہ کشمیر کو عالمی سطح پر اجاگر کر ہی ہے اجلاس میں متعدد فیصلے کیے گئے ور مختلف محکموں کے افسران نے شرکت کی تعلیم صحت اور مواصلات کے شعبوں میں ب ر اعظم آزاد کشمیر چوہدری عبدالمجید ن کہا ہے کہ حکومت عوام کی فلاح و بہبو کے لیے ترقیاتی منصوبوں پر کام جاری کھے گی اور آزاد کشمیر کے تمام اضلاع یں یکساں ترقی کو یقینی بنایا جائے گا انہوں نے کہا کہ تحریک آزادی کشمیر کی کامیابی تک جدوجہد جاری رہے گی کشمیری عوام نے ہمیشہ قربانیاں دی ہیں اور بھ xyxy=(3,731,117,873)
maple-leaf-icon xyxy=(923,542,945,562)
maple-leaf-icon xyxy=(53,289,75,309)
section-header-43 xyxy=(3,1047,117,1071)
header-fade-bar xyxy=(373,713,421,729)
header-fade-bar xyxy=(748,28,796,44)
section-header-31 xyxy=(123,24,237,48)
section-number: 18 xyxy=(573,470,613,492)
maple-leaf-icon xyxy=(675,404,697,424)
